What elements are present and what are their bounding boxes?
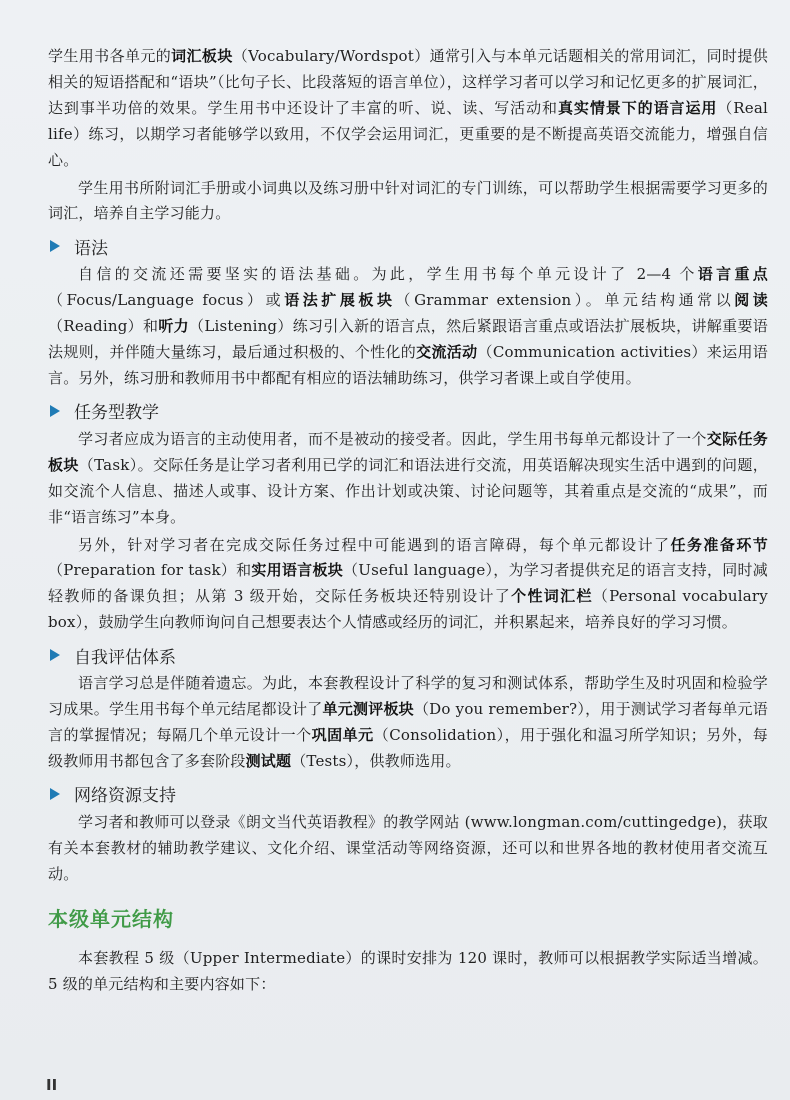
heading-evaluation — [48, 639, 768, 671]
term-grammar-extension: 语法扩展板块 — [284, 291, 396, 310]
text-run: （Useful language），为学习者提供充足的语言支持，同时减轻教师的备课负担；从第 3 级开始，交际任务板块还特别设计了 — [48, 561, 768, 606]
text-run: （Task）。交际任务是让学习者利用已学的词汇和语法进行交流，用英语解决现实生活中遇到的问题，如交流个人信息、描述人或事、设计方案、作出计划或决策、讨论问题等，其着重点是交流的“成果”，而非“语言练习”本身。 — [48, 455, 768, 526]
heading-task — [48, 395, 768, 427]
text-run: （Grammar extension）。单元结构通常以 — [395, 291, 735, 310]
text-run: （Real life）练习，以期学习者能够学以致用，不仅学会运用词汇，更重要的是不断提高英语交流能力，增强自信心。 — [48, 98, 768, 169]
term-communication: 交流活动 — [416, 343, 478, 362]
triangle-bullet-icon — [50, 649, 60, 661]
page-content — [48, 44, 768, 998]
paragraph-task-2 — [48, 533, 768, 637]
triangle-bullet-icon — [50, 405, 60, 417]
term-tests: 测试题 — [245, 751, 292, 770]
term-consolidation: 巩固单元 — [311, 725, 374, 744]
text-run: （Focus/Language focus）或 — [48, 291, 285, 310]
heading-task-text: 任务型教学 — [74, 403, 159, 424]
text-run: （Reading）和 — [48, 317, 159, 336]
term-preparation: 任务准备环节 — [670, 535, 768, 554]
heading-grammar — [48, 230, 768, 262]
paragraph-web: 学习者和教师可以登录《朗文当代英语教程》的教学网站 (www.longman.com/cuttingedge)，获取有关本套教材的辅助教学建议、文化介绍、课堂活动等网络资源，还可以和世界各地的教材使用者交流互动。 — [48, 812, 768, 883]
term-vocabulary-block: 词汇板块 — [171, 47, 233, 65]
paragraph-vocabulary-2: 学生用书所附词汇手册或小词典以及练习册中针对词汇的专门训练，可以帮助学生根据需要学习更多的词汇，培养自主学习能力。 — [48, 178, 768, 223]
text-run: 自信的交流还需要坚实的语法基础。为此，学生用书每个单元设计了 2—4 个 — [78, 265, 698, 284]
paragraph-vocabulary — [48, 44, 768, 174]
text-run: （Communication activities）来运用语言。另外，练习册和教师用书中都配有相应的语法辅助练习，供学习者课上或自学使用。 — [48, 343, 768, 387]
text-run: （Vocabulary/Wordspot）通常引入与本单元话题相关的常用词汇，同时提供相关的短语搭配和“语块”（比句子长、比段落短的语言单位），这样学习者可以学习和记忆更多的扩展词汇，达到事半功倍的效果。学生用书中还设计了丰富的听、说、读、写活动和 — [48, 47, 768, 117]
heading-evaluation-text: 自我评估体系 — [74, 647, 176, 668]
term-listening: 听力 — [158, 317, 190, 336]
text-run: （Consolidation），用于强化和温习所学知识；另外，每级教师用书都包含了多套阶段 — [48, 725, 768, 770]
term-useful-language: 实用语言板块 — [251, 561, 343, 580]
paragraph-task-1 — [48, 427, 768, 531]
text-run: （Tests），供教师选用。 — [291, 751, 461, 770]
text-run: （Personal vocabulary box），鼓励学生向教师询问自己想要表达个人情感或经历的词汇，并积累起来，培养良好的学习习惯。 — [48, 587, 768, 632]
term-do-you-remember: 单元测评板块 — [322, 700, 414, 719]
text-run: 语言学习总是伴随着遗忘。为此，本套教程设计了科学的复习和测试体系，帮助学生及时巩固和检验学习成果。学生用书每个单元结尾都设计了 — [48, 674, 768, 719]
triangle-bullet-icon — [50, 240, 60, 252]
heading-grammar-text: 语法 — [74, 238, 108, 259]
paragraph-structure: 本套教程 5 级（Upper Intermediate）的课时安排为 120 课时，教师可以根据教学实际适当增减。5 级的单元结构和主要内容如下： — [48, 949, 768, 994]
section-title: 本级单元结构 — [48, 907, 174, 932]
paragraph-evaluation — [48, 671, 768, 775]
text-run: 学习者应成为语言的主动使用者，而不是被动的接受者。因此，学生用书每单元都设计了一个 — [78, 429, 707, 448]
text-run: 学生用书各单元的 — [48, 47, 172, 65]
term-personal-vocabulary: 个性词汇栏 — [511, 587, 593, 606]
term-reading: 阅读 — [734, 291, 769, 310]
term-task-block: 交际任务板块 — [48, 429, 768, 474]
page-number: II — [46, 1076, 58, 1094]
triangle-bullet-icon — [50, 788, 60, 800]
term-real-life: 真实情景下的语言运用 — [557, 98, 718, 117]
text-run: （Preparation for task）和 — [48, 561, 252, 580]
text-run: （Listening）练习引入新的语言点，然后紧跟语言重点或语法扩展板块，讲解重要语法规则，并伴随大量练习，最后通过积极的、个性化的 — [48, 317, 768, 362]
text-run: 另外，针对学习者在完成交际任务过程中可能遇到的语言障碍，每个单元都设计了 — [78, 535, 671, 554]
heading-web — [48, 778, 768, 810]
paragraph-grammar — [48, 262, 768, 392]
term-language-focus: 语言重点 — [697, 265, 768, 284]
text-run: （Do you remember?），用于测试学习者每单元语言的掌握情况；每隔几个单元设计一个 — [48, 700, 769, 744]
heading-web-text: 网络资源支持 — [74, 786, 176, 807]
